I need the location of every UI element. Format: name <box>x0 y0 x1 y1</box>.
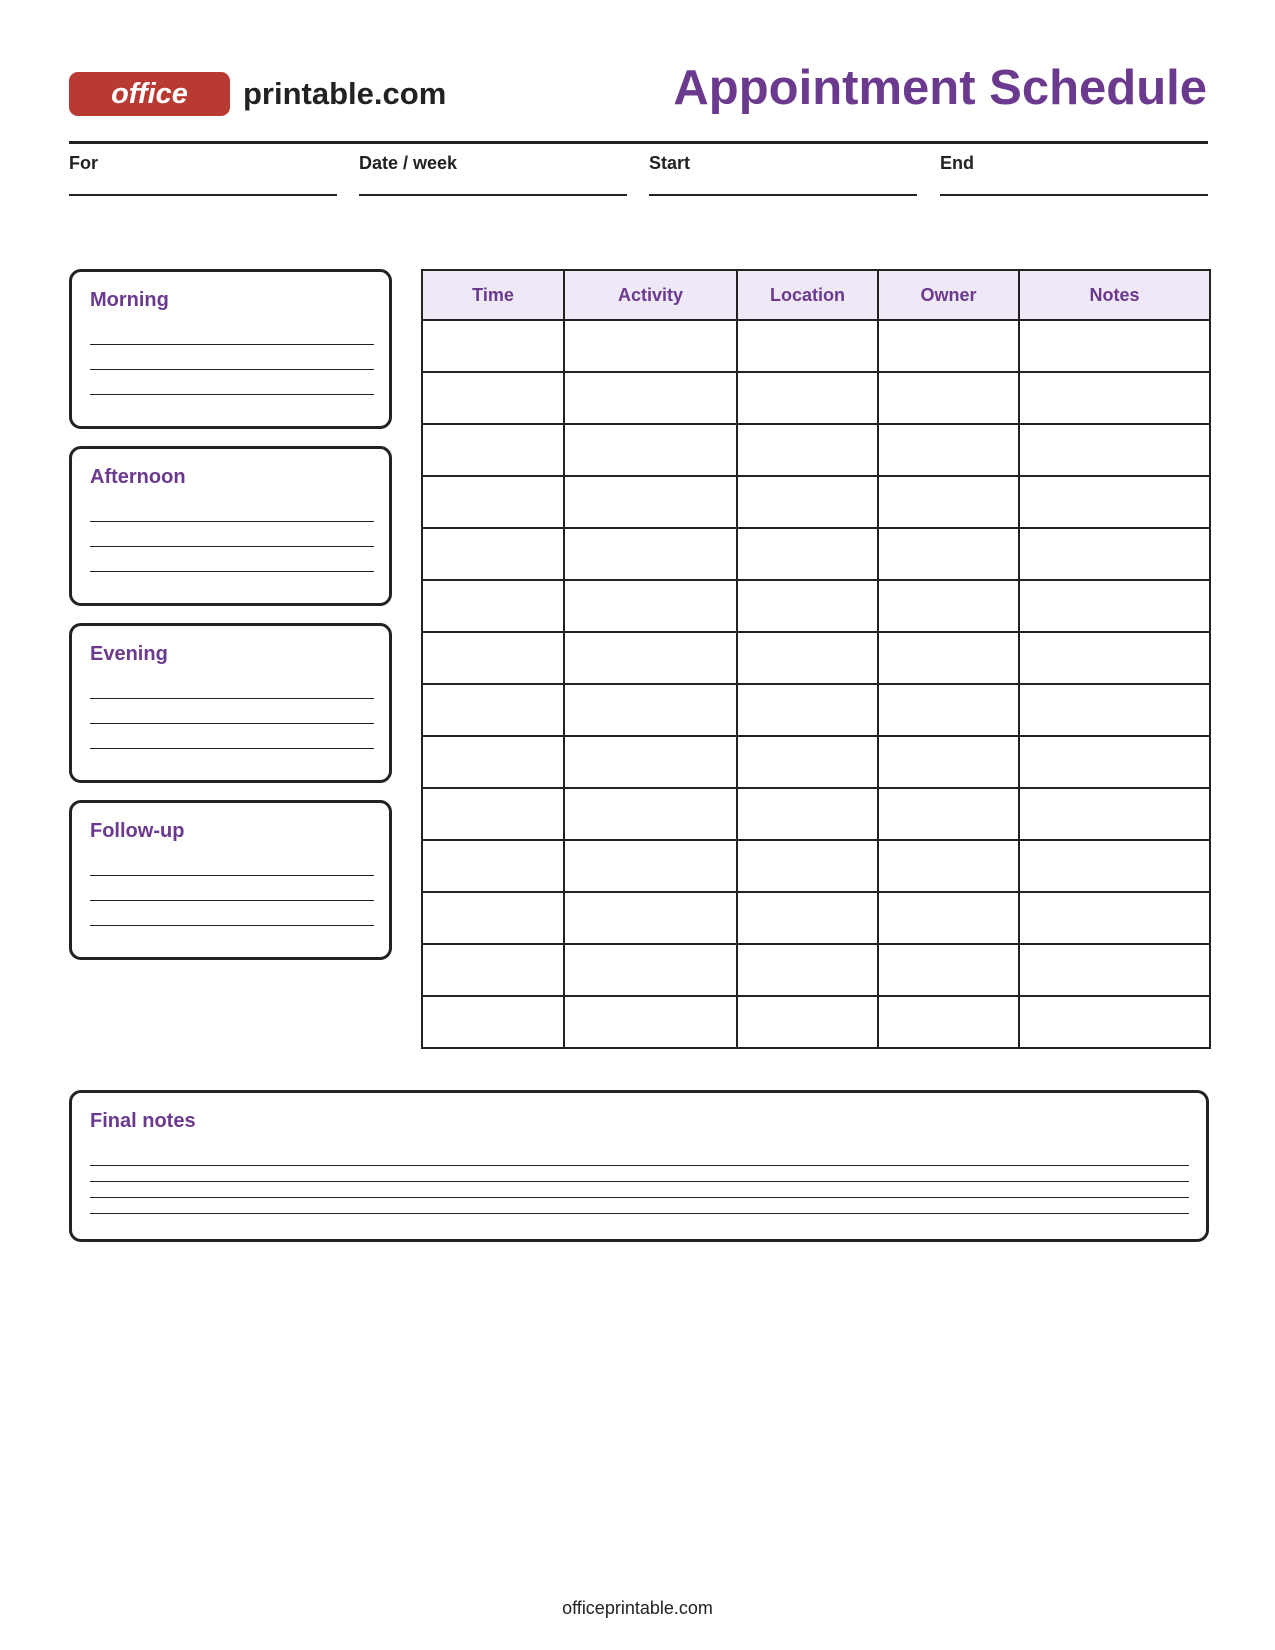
period-title: Follow-up <box>90 820 185 842</box>
table-cell-activity[interactable] <box>564 788 737 840</box>
column-header-notes: Notes <box>1019 270 1210 320</box>
table-cell-time[interactable] <box>422 476 564 528</box>
period-title: Evening <box>90 643 168 665</box>
writing-line[interactable] <box>90 369 374 370</box>
table-cell-notes[interactable] <box>1019 840 1210 892</box>
logo-text: printable.com <box>243 76 447 111</box>
column-header-activity: Activity <box>564 270 737 320</box>
table-row <box>422 996 1210 1048</box>
table-cell-time[interactable] <box>422 528 564 580</box>
writing-line[interactable] <box>90 698 374 699</box>
table-cell-activity[interactable] <box>564 320 737 372</box>
table-cell-activity[interactable] <box>564 372 737 424</box>
writing-line[interactable] <box>90 723 374 724</box>
table-cell-activity[interactable] <box>564 944 737 996</box>
table-cell-notes[interactable] <box>1019 736 1210 788</box>
field-label: Start <box>649 153 691 173</box>
table-cell-notes[interactable] <box>1019 996 1210 1048</box>
period-box-morning <box>69 269 392 429</box>
table-cell-owner[interactable] <box>878 788 1019 840</box>
table-cell-time[interactable] <box>422 996 564 1048</box>
table-row <box>422 892 1210 944</box>
table-cell-activity[interactable] <box>564 528 737 580</box>
table-cell-location[interactable] <box>737 788 878 840</box>
header-rule <box>69 141 1208 144</box>
table-cell-owner[interactable] <box>878 840 1019 892</box>
writing-line[interactable] <box>90 748 374 749</box>
table-cell-time[interactable] <box>422 892 564 944</box>
table-cell-owner[interactable] <box>878 892 1019 944</box>
field-end[interactable] <box>940 152 1208 196</box>
footer-url: officeprintable.com <box>562 1598 713 1618</box>
table-cell-location[interactable] <box>737 892 878 944</box>
period-box-evening <box>69 623 392 783</box>
schedule-table <box>421 269 1211 1049</box>
table-cell-location[interactable] <box>737 372 878 424</box>
table-cell-activity[interactable] <box>564 840 737 892</box>
writing-line[interactable] <box>90 900 374 901</box>
writing-line[interactable] <box>90 875 374 876</box>
table-row <box>422 476 1210 528</box>
table-cell-time[interactable] <box>422 632 564 684</box>
table-cell-owner[interactable] <box>878 736 1019 788</box>
final-notes-box <box>69 1090 1209 1242</box>
table-cell-location[interactable] <box>737 996 878 1048</box>
table-cell-owner[interactable] <box>878 424 1019 476</box>
column-header-owner: Owner <box>878 270 1019 320</box>
field-date-week[interactable] <box>359 152 627 196</box>
writing-line[interactable] <box>90 1181 1189 1182</box>
table-cell-time[interactable] <box>422 372 564 424</box>
table-cell-owner[interactable] <box>878 632 1019 684</box>
table-cell-notes[interactable] <box>1019 424 1210 476</box>
table-cell-activity[interactable] <box>564 892 737 944</box>
writing-line[interactable] <box>90 394 374 395</box>
writing-line[interactable] <box>90 925 374 926</box>
writing-line[interactable] <box>90 571 374 572</box>
table-cell-location[interactable] <box>737 476 878 528</box>
table-cell-owner[interactable] <box>878 944 1019 996</box>
table-row <box>422 580 1210 632</box>
table-body <box>422 320 1210 1048</box>
period-title: Afternoon <box>90 466 186 488</box>
table-row <box>422 372 1210 424</box>
table-cell-owner[interactable] <box>878 320 1019 372</box>
table-header-row <box>422 270 1210 320</box>
table-cell-owner[interactable] <box>878 476 1019 528</box>
table-row <box>422 320 1210 372</box>
page-title: Appointment Schedule <box>673 61 1207 115</box>
table-cell-location[interactable] <box>737 736 878 788</box>
table-cell-owner[interactable] <box>878 372 1019 424</box>
table-cell-activity[interactable] <box>564 476 737 528</box>
table-cell-activity[interactable] <box>564 996 737 1048</box>
column-header-location: Location <box>737 270 878 320</box>
period-box-afternoon <box>69 446 392 606</box>
table-cell-time[interactable] <box>422 944 564 996</box>
table-cell-time[interactable] <box>422 424 564 476</box>
table-row <box>422 424 1210 476</box>
table-cell-activity[interactable] <box>564 424 737 476</box>
table-cell-activity[interactable] <box>564 736 737 788</box>
table-cell-owner[interactable] <box>878 580 1019 632</box>
table-row <box>422 788 1210 840</box>
table-cell-location[interactable] <box>737 944 878 996</box>
writing-line[interactable] <box>90 1213 1189 1214</box>
logo-badge: office <box>69 72 230 116</box>
table-cell-location[interactable] <box>737 320 878 372</box>
table-cell-notes[interactable] <box>1019 632 1210 684</box>
table-cell-notes[interactable] <box>1019 944 1210 996</box>
period-box-follow-up <box>69 800 392 960</box>
table-cell-notes[interactable] <box>1019 580 1210 632</box>
table-cell-time[interactable] <box>422 320 564 372</box>
table-cell-location[interactable] <box>737 528 878 580</box>
table-cell-notes[interactable] <box>1019 320 1210 372</box>
table-cell-notes[interactable] <box>1019 892 1210 944</box>
table-row <box>422 528 1210 580</box>
table-cell-location[interactable] <box>737 684 878 736</box>
table-cell-notes[interactable] <box>1019 684 1210 736</box>
table-cell-location[interactable] <box>737 840 878 892</box>
table-cell-location[interactable] <box>737 632 878 684</box>
table-cell-time[interactable] <box>422 580 564 632</box>
column-header-time: Time <box>422 270 564 320</box>
table-cell-owner[interactable] <box>878 996 1019 1048</box>
table-cell-time[interactable] <box>422 736 564 788</box>
table-cell-activity[interactable] <box>564 684 737 736</box>
table-cell-location[interactable] <box>737 424 878 476</box>
table-row <box>422 944 1210 996</box>
table-cell-notes[interactable] <box>1019 476 1210 528</box>
final-notes-title: Final notes <box>90 1110 196 1132</box>
writing-line[interactable] <box>90 546 374 547</box>
table-cell-activity[interactable] <box>564 632 737 684</box>
table-cell-owner[interactable] <box>878 684 1019 736</box>
field-label: End <box>940 153 974 173</box>
writing-line[interactable] <box>90 1197 1189 1198</box>
table-row <box>422 736 1210 788</box>
writing-line[interactable] <box>90 1165 1189 1166</box>
field-for[interactable] <box>69 152 337 196</box>
table-cell-time[interactable] <box>422 684 564 736</box>
field-label: Date / week <box>359 153 458 173</box>
table-cell-notes[interactable] <box>1019 372 1210 424</box>
table-row <box>422 632 1210 684</box>
period-title: Morning <box>90 289 169 311</box>
table-row <box>422 840 1210 892</box>
table-cell-time[interactable] <box>422 788 564 840</box>
table-cell-owner[interactable] <box>878 528 1019 580</box>
field-label: For <box>69 153 98 173</box>
table-cell-location[interactable] <box>737 580 878 632</box>
table-cell-notes[interactable] <box>1019 528 1210 580</box>
field-start[interactable] <box>649 152 917 196</box>
table-cell-time[interactable] <box>422 840 564 892</box>
writing-line[interactable] <box>90 344 374 345</box>
writing-line[interactable] <box>90 521 374 522</box>
table-cell-activity[interactable] <box>564 580 737 632</box>
table-cell-notes[interactable] <box>1019 788 1210 840</box>
table-row <box>422 684 1210 736</box>
